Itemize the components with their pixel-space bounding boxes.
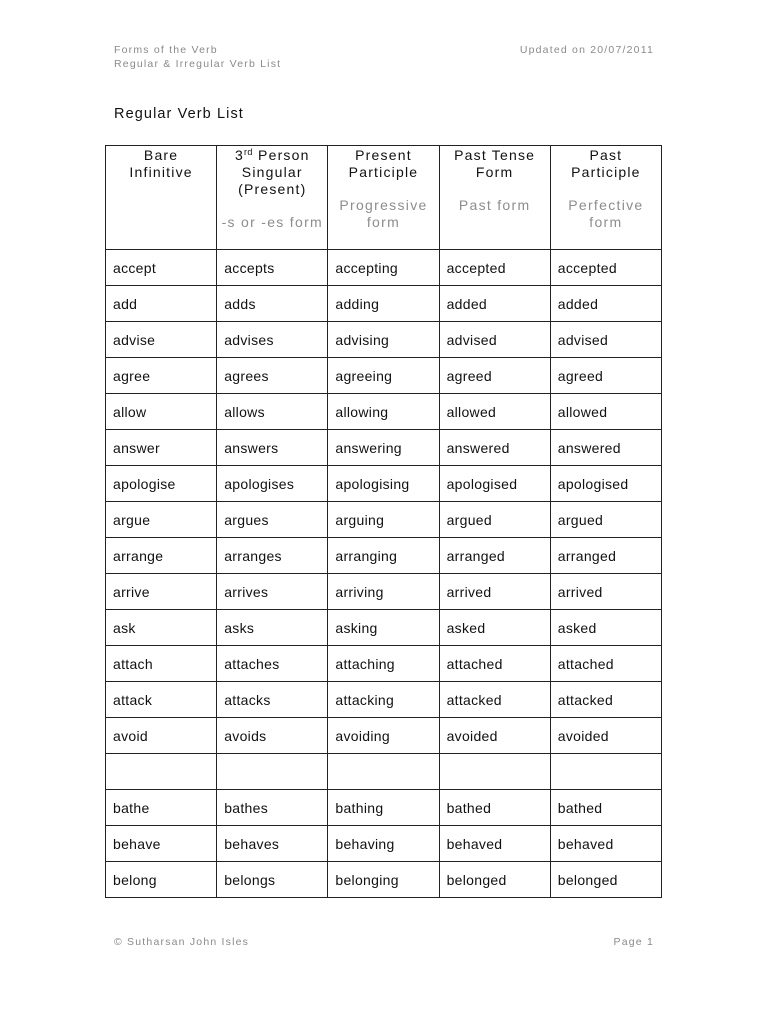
cell-past-participle: advised bbox=[550, 322, 661, 358]
cell-third-person: allows bbox=[217, 394, 328, 430]
table-row bbox=[106, 358, 662, 394]
column-header-bare-infinitive: Bare Infinitive bbox=[106, 146, 217, 250]
cell-past-participle: asked bbox=[550, 610, 661, 646]
table-row bbox=[106, 682, 662, 718]
header-title-line-2: Regular & Irregular Verb List bbox=[114, 58, 282, 70]
cell-bare-infinitive: agree bbox=[106, 358, 217, 394]
cell-third-person: apologises bbox=[217, 466, 328, 502]
cell-past-tense: advised bbox=[439, 322, 550, 358]
cell-bare-infinitive: accept bbox=[106, 250, 217, 286]
cell-present-participle: apologising bbox=[328, 466, 439, 502]
cell-past-participle: agreed bbox=[550, 358, 661, 394]
cell-present-participle: behaving bbox=[328, 826, 439, 862]
cell-bare-infinitive: bathe bbox=[106, 790, 217, 826]
cell-bare-infinitive: attack bbox=[106, 682, 217, 718]
cell-bare-infinitive: arrange bbox=[106, 538, 217, 574]
cell-past-participle: added bbox=[550, 286, 661, 322]
table-row bbox=[106, 862, 662, 898]
cell-present-participle bbox=[328, 754, 439, 790]
table-row bbox=[106, 718, 662, 754]
cell-bare-infinitive: add bbox=[106, 286, 217, 322]
column-subheader: Past form bbox=[458, 197, 531, 213]
cell-past-tense bbox=[439, 754, 550, 790]
footer-copyright: © Sutharsan John Isles bbox=[114, 936, 250, 948]
cell-past-participle: avoided bbox=[550, 718, 661, 754]
table-row bbox=[106, 754, 662, 790]
cell-past-participle: attached bbox=[550, 646, 661, 682]
cell-past-participle: apologised bbox=[550, 466, 661, 502]
document-header bbox=[114, 43, 281, 71]
cell-past-tense: attached bbox=[439, 646, 550, 682]
cell-bare-infinitive: belong bbox=[106, 862, 217, 898]
column-subheader: -s or -es form bbox=[221, 214, 323, 230]
cell-third-person: attaches bbox=[217, 646, 328, 682]
table-row bbox=[106, 790, 662, 826]
cell-present-participle: allowing bbox=[328, 394, 439, 430]
cell-third-person: advises bbox=[217, 322, 328, 358]
cell-third-person: behaves bbox=[217, 826, 328, 862]
cell-past-participle: arrived bbox=[550, 574, 661, 610]
cell-present-participle: arranging bbox=[328, 538, 439, 574]
column-header-past-participle: Past Participle Perfective form bbox=[550, 146, 661, 250]
table-row bbox=[106, 538, 662, 574]
table-body bbox=[106, 250, 662, 898]
cell-present-participle: answering bbox=[328, 430, 439, 466]
header-updated-date: Updated on 20/07/2011 bbox=[519, 44, 654, 56]
cell-bare-infinitive: advise bbox=[106, 322, 217, 358]
cell-bare-infinitive: answer bbox=[106, 430, 217, 466]
cell-past-tense: asked bbox=[439, 610, 550, 646]
footer-page-number: Page 1 bbox=[613, 936, 654, 948]
cell-past-participle: arranged bbox=[550, 538, 661, 574]
table-row bbox=[106, 322, 662, 358]
cell-past-tense: attacked bbox=[439, 682, 550, 718]
table-row bbox=[106, 466, 662, 502]
cell-bare-infinitive: ask bbox=[106, 610, 217, 646]
regular-verb-table bbox=[105, 145, 662, 898]
section-title: Regular Verb List bbox=[114, 106, 244, 122]
cell-third-person: arrives bbox=[217, 574, 328, 610]
cell-past-tense: behaved bbox=[439, 826, 550, 862]
cell-present-participle: attacking bbox=[328, 682, 439, 718]
cell-present-participle: arriving bbox=[328, 574, 439, 610]
table-row bbox=[106, 610, 662, 646]
cell-past-participle: belonged bbox=[550, 862, 661, 898]
cell-past-tense: belonged bbox=[439, 862, 550, 898]
table-row bbox=[106, 430, 662, 466]
cell-past-tense: accepted bbox=[439, 250, 550, 286]
column-header-third-person: 3rd Person Singular (Present) -s or -es form bbox=[217, 146, 328, 250]
cell-third-person: avoids bbox=[217, 718, 328, 754]
table-row bbox=[106, 826, 662, 862]
cell-past-tense: allowed bbox=[439, 394, 550, 430]
column-header-past-tense: Past Tense Form Past form bbox=[439, 146, 550, 250]
cell-past-participle: argued bbox=[550, 502, 661, 538]
cell-third-person: bathes bbox=[217, 790, 328, 826]
cell-present-participle: asking bbox=[328, 610, 439, 646]
table-row bbox=[106, 502, 662, 538]
table-row bbox=[106, 394, 662, 430]
table-row bbox=[106, 574, 662, 610]
cell-past-participle: answered bbox=[550, 430, 661, 466]
column-header-present-participle: Present Participle Progressive form bbox=[328, 146, 439, 250]
table-header-row bbox=[106, 146, 662, 250]
cell-past-tense: arrived bbox=[439, 574, 550, 610]
cell-third-person: answers bbox=[217, 430, 328, 466]
table-row bbox=[106, 646, 662, 682]
cell-third-person: attacks bbox=[217, 682, 328, 718]
cell-third-person: asks bbox=[217, 610, 328, 646]
table-row bbox=[106, 286, 662, 322]
cell-bare-infinitive: behave bbox=[106, 826, 217, 862]
cell-third-person: argues bbox=[217, 502, 328, 538]
cell-past-tense: agreed bbox=[439, 358, 550, 394]
cell-third-person: belongs bbox=[217, 862, 328, 898]
cell-past-tense: apologised bbox=[439, 466, 550, 502]
cell-present-participle: avoiding bbox=[328, 718, 439, 754]
cell-past-participle: bathed bbox=[550, 790, 661, 826]
cell-present-participle: advising bbox=[328, 322, 439, 358]
cell-past-tense: avoided bbox=[439, 718, 550, 754]
cell-bare-infinitive: attach bbox=[106, 646, 217, 682]
cell-third-person: adds bbox=[217, 286, 328, 322]
cell-past-participle: allowed bbox=[550, 394, 661, 430]
cell-third-person: agrees bbox=[217, 358, 328, 394]
cell-bare-infinitive: apologise bbox=[106, 466, 217, 502]
cell-past-participle: behaved bbox=[550, 826, 661, 862]
cell-third-person bbox=[217, 754, 328, 790]
cell-present-participle: belonging bbox=[328, 862, 439, 898]
column-subheader: Perfective form bbox=[568, 197, 644, 230]
header-title-line-1: Forms of the Verb bbox=[114, 44, 218, 56]
cell-past-tense: argued bbox=[439, 502, 550, 538]
cell-present-participle: accepting bbox=[328, 250, 439, 286]
cell-bare-infinitive: allow bbox=[106, 394, 217, 430]
cell-present-participle: agreeing bbox=[328, 358, 439, 394]
cell-third-person: arranges bbox=[217, 538, 328, 574]
cell-present-participle: bathing bbox=[328, 790, 439, 826]
cell-past-tense: arranged bbox=[439, 538, 550, 574]
cell-past-tense: answered bbox=[439, 430, 550, 466]
table-row bbox=[106, 250, 662, 286]
cell-past-tense: bathed bbox=[439, 790, 550, 826]
cell-present-participle: attaching bbox=[328, 646, 439, 682]
cell-past-participle: accepted bbox=[550, 250, 661, 286]
cell-past-participle: attacked bbox=[550, 682, 661, 718]
cell-bare-infinitive: argue bbox=[106, 502, 217, 538]
cell-present-participle: arguing bbox=[328, 502, 439, 538]
cell-bare-infinitive: arrive bbox=[106, 574, 217, 610]
column-subheader: Progressive form bbox=[339, 197, 428, 230]
cell-past-tense: added bbox=[439, 286, 550, 322]
cell-present-participle: adding bbox=[328, 286, 439, 322]
cell-past-participle bbox=[550, 754, 661, 790]
cell-third-person: accepts bbox=[217, 250, 328, 286]
cell-bare-infinitive: avoid bbox=[106, 718, 217, 754]
cell-bare-infinitive bbox=[106, 754, 217, 790]
